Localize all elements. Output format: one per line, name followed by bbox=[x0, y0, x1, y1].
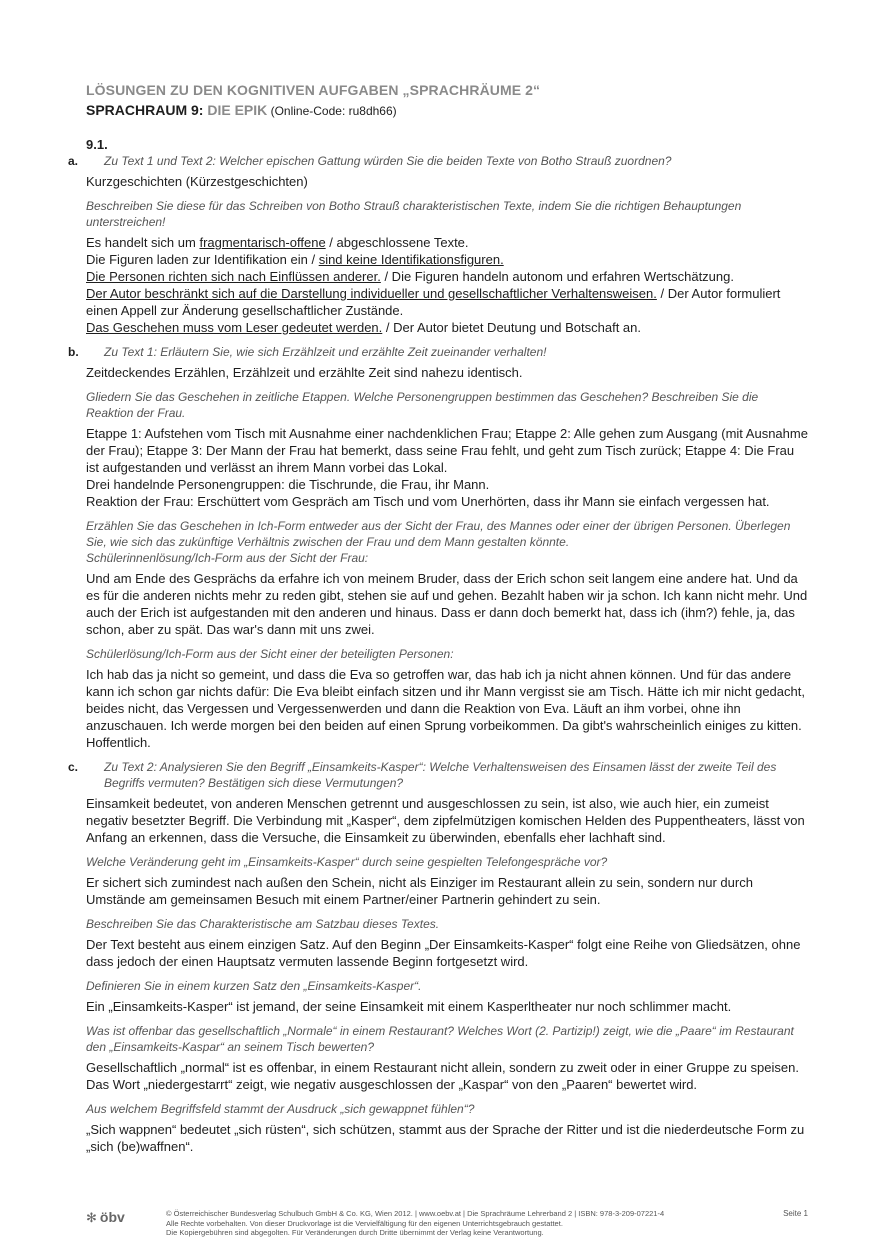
question-c2: Welche Veränderung geht im „Einsamkeits-Kasper“ durch seine gespielten Telefongespräche vor? bbox=[86, 855, 608, 869]
section-number: 9.1. bbox=[86, 137, 108, 152]
question-a2: Beschreiben Sie diese für das Schreiben von Botho Strauß charakteristischen Texte, indem Sie die richtigen Behauptungen unterstreichen! bbox=[86, 199, 742, 229]
subtitle-accent: DIE EPIK bbox=[207, 102, 268, 118]
task-label-c: c. bbox=[68, 760, 79, 774]
statement-1 bbox=[86, 234, 808, 251]
task-label-a: a. bbox=[68, 154, 79, 168]
statement-text: Die Figuren laden zur Identifikation ein / bbox=[86, 252, 319, 267]
answer-b2-reaction: Reaktion der Frau: Erschüttert vom Gespräch am Tisch und vom Unerhörten, dass ihr Mann sie einfach vergessen hat. bbox=[86, 494, 770, 509]
subtitle-main: SPRACHRAUM 9: bbox=[86, 102, 208, 118]
star-icon: ✻ bbox=[86, 1210, 97, 1225]
online-code: (Online-Code: ru8dh66) bbox=[267, 104, 397, 118]
underlined-text: Das Geschehen muss vom Leser gedeutet werden. bbox=[86, 320, 383, 335]
statement-text: / Der Autor formuliert einen Appell zur Änderung gesellschaftlicher Zustände. bbox=[86, 286, 781, 318]
question-b2: Gliedern Sie das Geschehen in zeitliche Etappen. Welche Personengruppen bestimmen das Geschehen? Beschreiben Sie die Reaktion der Frau. bbox=[86, 390, 759, 420]
statement-text: Es handelt sich um bbox=[86, 235, 200, 250]
answer-c1: Einsamkeit bedeutet, von anderen Menschen getrennt und ausgeschlossen zu sein, ist also, wie auch hier, ein zumeist negativ besetzter Begriff. Die Verbindung mit „Kasper“, dem zipfelmützigen komischen Helden des Puppentheaters, lässt von Anfang an erkennen, dass die Versuche, die Einsamkeit zu überwinden, ebenfalls eher lachhaft sind. bbox=[86, 796, 805, 845]
question-text: Zu Text 1: Erläutern Sie, wie sich Erzählzeit und erzählte Zeit zueinander verhalten! bbox=[104, 345, 547, 359]
answer-b3: Und am Ende des Gesprächs da erfahre ich von meinem Bruder, dass der Erich schon seit langem eine andere hat. Und da es für die anderen nichts mehr zu reden gibt, stehen sie auf und gehen. Bezahlt haben wir ja schon. Ich kann nicht mehr. Und auch der Erich ist aufgestanden mit den anderen und hinaus. Dass er dann doch bemerkt hat, dass ich (ihm?) fehle, ja, das schon, aber zu spät. Das war's dann mit uns zwei. bbox=[86, 571, 808, 637]
statement-4 bbox=[86, 285, 808, 319]
page-footer bbox=[86, 1207, 808, 1247]
copyright-line: © Österreichischer Bundesverlag Schulbuch GmbH & Co. KG, Wien 2012. | www.oebv.at | Die Sprachräume Lehrerband 2 | ISBN: 978-3-209-07221-4 bbox=[166, 1209, 665, 1218]
statement-5 bbox=[86, 319, 808, 336]
page-subtitle bbox=[86, 102, 808, 120]
page-number: Seite 1 bbox=[783, 1209, 808, 1218]
statement-3 bbox=[86, 268, 808, 285]
statement-text: / Der Autor bietet Deutung und Botschaft an. bbox=[382, 320, 641, 335]
question-c4: Definieren Sie in einem kurzen Satz den „Einsamkeits-Kasper“. bbox=[86, 979, 422, 993]
page-title: LÖSUNGEN ZU DEN KOGNITIVEN AUFGABEN „SPRACHRÄUME 2“ bbox=[86, 82, 541, 98]
publisher-logo bbox=[86, 1209, 125, 1226]
question-b1 bbox=[68, 344, 808, 360]
answer-c6: „Sich wappnen“ bedeutet „sich rüsten“, sich schützen, stammt aus der Sprache der Ritter und ist die niederdeutsche Form zu „sich (be)waffnen“. bbox=[86, 1122, 805, 1154]
answer-c5: Gesellschaftlich „normal“ ist es offenbar, in einem Restaurant nicht allein, sondern zu zweit oder in einer Gruppe zu speisen. Das Wort „niedergestarrt“ zeigt, wie negativ ausgeschlossen der „Kaspar“ von den „Paaren“ bewertet wird. bbox=[86, 1060, 799, 1092]
answer-c4: Ein „Einsamkeits-Kasper“ ist jemand, der seine Einsamkeit mit einem Kasperltheater nur noch schlimmer macht. bbox=[86, 999, 732, 1014]
underlined-text: fragmentarisch-offene bbox=[199, 235, 326, 250]
task-label-b: b. bbox=[68, 345, 79, 359]
answer-a2 bbox=[86, 234, 808, 336]
question-c3: Beschreiben Sie das Charakteristische am Satzbau dieses Textes. bbox=[86, 917, 440, 931]
question-b3-sub: Schülerinnenlösung/Ich-Form aus der Sicht der Frau: bbox=[86, 551, 369, 565]
answer-c2: Er sichert sich zumindest nach außen den Schein, nicht als Einziger im Restaurant allein zu sein, sondern nur durch Umstände am gemeinsamen Besuch mit einem Partner/einer Partnerin gehindert zu sein. bbox=[86, 875, 753, 907]
answer-b2-groups: Drei handelnde Personengruppen: die Tischrunde, die Frau, ihr Mann. bbox=[86, 477, 490, 492]
statement-text: / Die Figuren handeln autonom und erfahren Wertschätzung. bbox=[380, 269, 734, 284]
question-text: Zu Text 2: Analysieren Sie den Begriff „Einsamkeits-Kasper“: Welche Verhaltensweisen des Einsamen lässt der zweite Teil des Begriffs vermuten? Bestätigen sich diese Vermutungen? bbox=[104, 760, 777, 790]
rights-line: Alle Rechte vorbehalten. Von dieser Druckvorlage ist die Vervielfältigung für den eigenen Unterrichtsgebrauch gestattet. bbox=[166, 1218, 563, 1228]
answer-c3: Der Text besteht aus einem einzigen Satz. Auf den Beginn „Der Einsamkeits-Kasper“ folgt eine Reihe von Gliedsätzen, ohne dass jedoch der einen Hauptsatz vermuten lassende Beginn fortgesetzt wird. bbox=[86, 937, 801, 969]
underlined-text: Die Personen richten sich nach Einflüssen anderer. bbox=[86, 269, 381, 284]
underlined-text: sind keine Identifikationsfiguren. bbox=[318, 252, 504, 267]
disclaimer-line: Die Kopiergebühren sind abgegolten. Für Veränderungen durch Dritte übernimmt der Verlag keine Verantwortung. bbox=[166, 1228, 544, 1237]
underlined-text: Der Autor beschränkt sich auf die Darstellung individueller und gesellschaftlicher Verhaltensweisen. bbox=[86, 286, 657, 301]
answer-b1: Zeitdeckendes Erzählen, Erzählzeit und erzählte Zeit sind nahezu identisch. bbox=[86, 365, 523, 380]
document-page bbox=[68, 82, 808, 1155]
statement-2 bbox=[86, 251, 808, 268]
question-text: Zu Text 1 und Text 2: Welcher epischen Gattung würden Sie die beiden Texte von Botho Strauß zuordnen? bbox=[104, 154, 672, 168]
copyright-notice bbox=[166, 1209, 726, 1238]
answer-a1: Kurzgeschichten (Kürzestgeschichten) bbox=[86, 174, 308, 189]
question-a1 bbox=[68, 153, 808, 169]
question-c5: Was ist offenbar das gesellschaftlich „Normale“ in einem Restaurant? Welches Wort (2. Partizip!) zeigt, wie die „Paare“ im Restaurant den „Einsamkeits-Kaspar“ an seinem Tisch bewerten? bbox=[86, 1024, 794, 1054]
answer-b2-stages: Etappe 1: Aufstehen vom Tisch mit Ausnahme einer nachdenklichen Frau; Etappe 2: Alle gehen zum Ausgang (mit Ausnahme der Frau); Etappe 3: Der Mann der Frau hat bemerkt, dass seine Frau fehlt, und geht zum Tisch zurück; Etappe 4: Die Frau ist aufgestanden und verlässt an ihrem Mann vorbei das Lokal. bbox=[86, 426, 808, 475]
question-b3: Erzählen Sie das Geschehen in Ich-Form entweder aus der Sicht der Frau, des Mannes oder einer der übrigen Personen. Überlegen Sie, wie sich das zukünftige Verhältnis zwischen der Frau und dem Mann gestalten könnte. bbox=[86, 519, 791, 549]
statement-text: / abgeschlossene Texte. bbox=[325, 235, 469, 250]
logo-text: öbv bbox=[99, 1209, 125, 1225]
question-b4: Schülerlösung/Ich-Form aus der Sicht einer der beteiligten Personen: bbox=[86, 647, 454, 661]
question-c1 bbox=[68, 759, 808, 791]
answer-b4: Ich hab das ja nicht so gemeint, und dass die Eva so getroffen war, das hab ich ja nicht ahnen können. Und für das andere kann ich schon gar nichts dafür: Die Eva bleibt einfach sitzen und ihr Mann vergisst sie am Tisch. Hätte ich mir nicht gedacht, beides nicht, das Vergessen und Vergessenwerden und dann die Reaktion von Eva. Läuft an ihm vorbei, ohne ihn anzuschauen. Ich werde morgen bei den beiden auf einen Sprung vorbeikommen. Da gibt's wahrscheinlich einiges zu kitten. Hoffentlich. bbox=[86, 667, 805, 750]
question-c6: Aus welchem Begriffsfeld stammt der Ausdruck „sich gewappnet fühlen“? bbox=[86, 1102, 475, 1116]
